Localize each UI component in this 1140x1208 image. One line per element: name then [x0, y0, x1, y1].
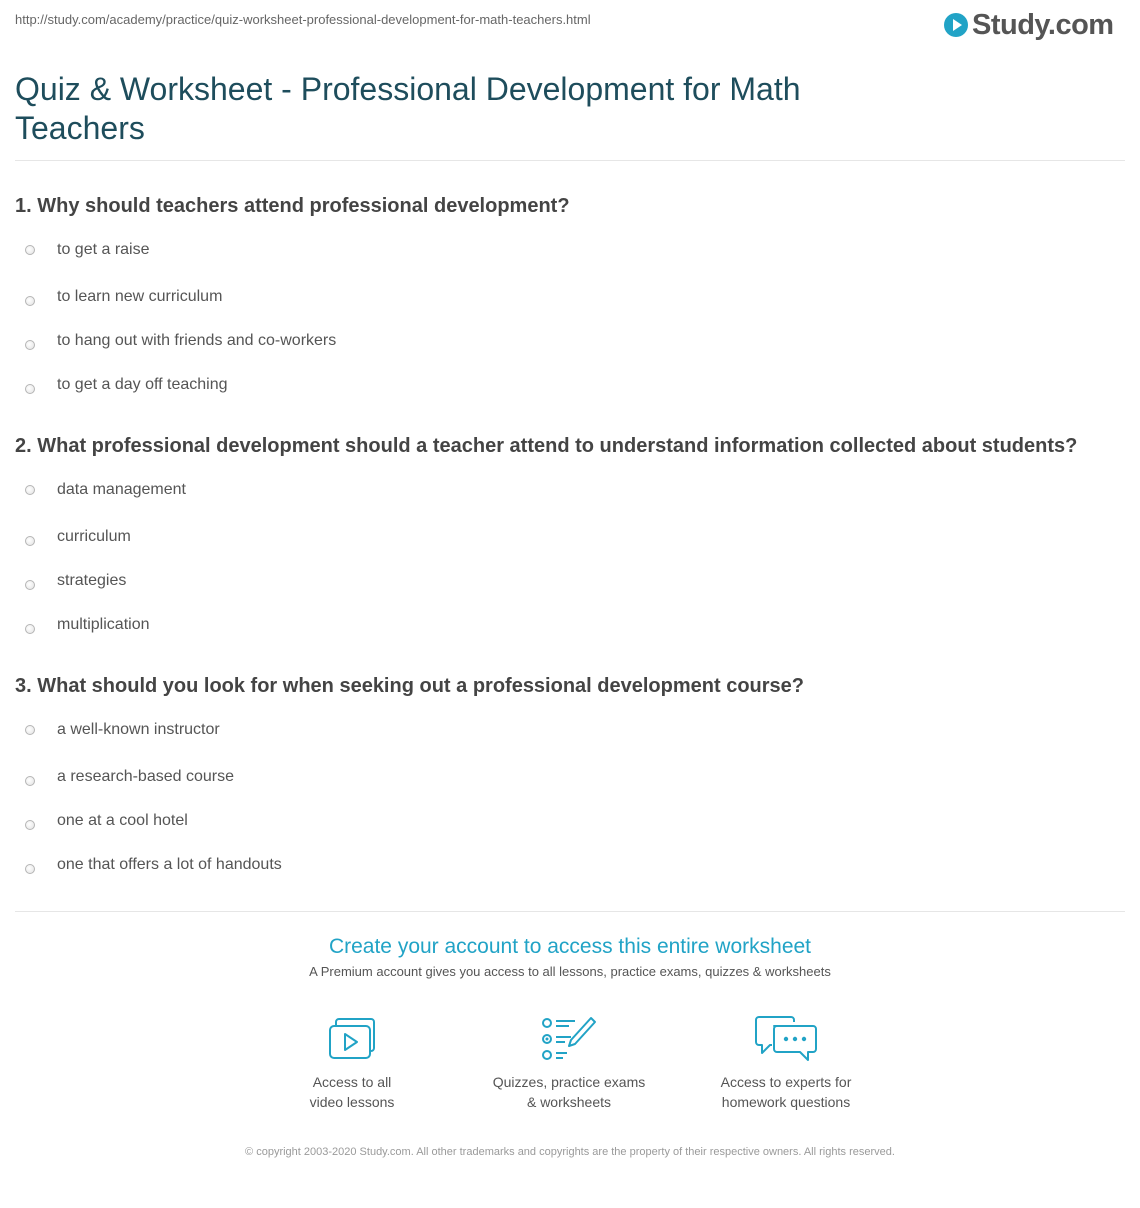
- radio-button[interactable]: [25, 296, 35, 306]
- feature-label-line1: Access to experts for: [720, 1074, 852, 1090]
- question-text: 3. What should you look for when seeking out a professional development course?: [15, 675, 805, 697]
- answer-label: multiplication: [57, 616, 150, 633]
- quiz-worksheet-icon: [541, 1016, 597, 1062]
- create-account-link[interactable]: Create your account to access this entire worksheet: [328, 935, 812, 958]
- top-bar: [0, 0, 1140, 50]
- page-title: Quiz & Worksheet - Professional Development for Math Teachers: [15, 71, 801, 146]
- answer-list: [15, 238, 1135, 394]
- answer-option[interactable]: [15, 742, 1135, 786]
- answer-label: to learn new curriculum: [57, 288, 223, 305]
- expert-chat-icon: [754, 1016, 818, 1062]
- radio-button[interactable]: [25, 485, 35, 495]
- questions-divider: [15, 911, 1125, 912]
- feature-label-line1: Quizzes, practice exams: [492, 1074, 646, 1090]
- answer-label: a research-based course: [57, 768, 234, 785]
- radio-button[interactable]: [25, 580, 35, 590]
- answer-option[interactable]: [15, 262, 1135, 306]
- feature-label-line2: & worksheets: [526, 1094, 612, 1110]
- answer-label: a well-known instructor: [57, 721, 220, 738]
- answer-label: to get a raise: [57, 241, 150, 258]
- radio-button[interactable]: [25, 864, 35, 874]
- radio-button[interactable]: [25, 776, 35, 786]
- copyright-notice: © copyright 2003-2020 Study.com. All other trademarks and copyrights are the property of their respective owners. All rights reserved.: [245, 1146, 895, 1158]
- answer-label: one at a cool hotel: [57, 812, 188, 829]
- answer-list: [15, 478, 1135, 634]
- question-2: [15, 434, 1135, 634]
- feature-label-line1: Access to all: [312, 1074, 392, 1090]
- video-lessons-icon: [326, 1016, 378, 1062]
- feature-label-line2: homework questions: [721, 1094, 851, 1110]
- study-logo[interactable]: [944, 8, 1114, 42]
- answer-option[interactable]: [15, 238, 1135, 262]
- answer-label: one that offers a lot of handouts: [57, 856, 282, 873]
- question-3: [15, 674, 1135, 874]
- answer-option[interactable]: [15, 786, 1135, 830]
- answer-option[interactable]: [15, 830, 1135, 874]
- play-logo-icon: [944, 13, 968, 37]
- answer-option[interactable]: [15, 718, 1135, 742]
- feature-quizzes: [469, 1016, 669, 1112]
- premium-description: A Premium account gives you access to all lessons, practice exams, quizzes & worksheets: [309, 964, 831, 979]
- feature-label-line2: video lessons: [309, 1094, 395, 1110]
- radio-button[interactable]: [25, 245, 35, 255]
- answer-label: curriculum: [57, 528, 131, 545]
- answer-label: data management: [57, 481, 186, 498]
- answer-option[interactable]: [15, 590, 1135, 634]
- question-text: 2. What professional development should a teacher attend to understand information collected about students?: [15, 435, 1078, 457]
- answer-option[interactable]: [15, 306, 1135, 350]
- feature-experts: [686, 1016, 886, 1112]
- radio-button[interactable]: [25, 624, 35, 634]
- logo-text: Study.com: [972, 8, 1114, 41]
- radio-button[interactable]: [25, 536, 35, 546]
- answer-label: strategies: [57, 572, 127, 589]
- question-text: 1. Why should teachers attend professional development?: [15, 195, 570, 217]
- title-divider: [15, 160, 1125, 161]
- answer-option[interactable]: [15, 350, 1135, 394]
- answer-option[interactable]: [15, 478, 1135, 502]
- answer-option[interactable]: [15, 502, 1135, 546]
- page-url: http://study.com/academy/practice/quiz-worksheet-professional-development-for-math-teachers.html: [15, 12, 591, 27]
- feature-video-lessons: [252, 1016, 452, 1112]
- radio-button[interactable]: [25, 384, 35, 394]
- radio-button[interactable]: [25, 340, 35, 350]
- answer-label: to get a day off teaching: [57, 376, 228, 393]
- answer-list: [15, 718, 1135, 874]
- answer-option[interactable]: [15, 546, 1135, 590]
- radio-button[interactable]: [25, 820, 35, 830]
- radio-button[interactable]: [25, 725, 35, 735]
- answer-label: to hang out with friends and co-workers: [57, 332, 337, 349]
- question-1: [15, 194, 1135, 394]
